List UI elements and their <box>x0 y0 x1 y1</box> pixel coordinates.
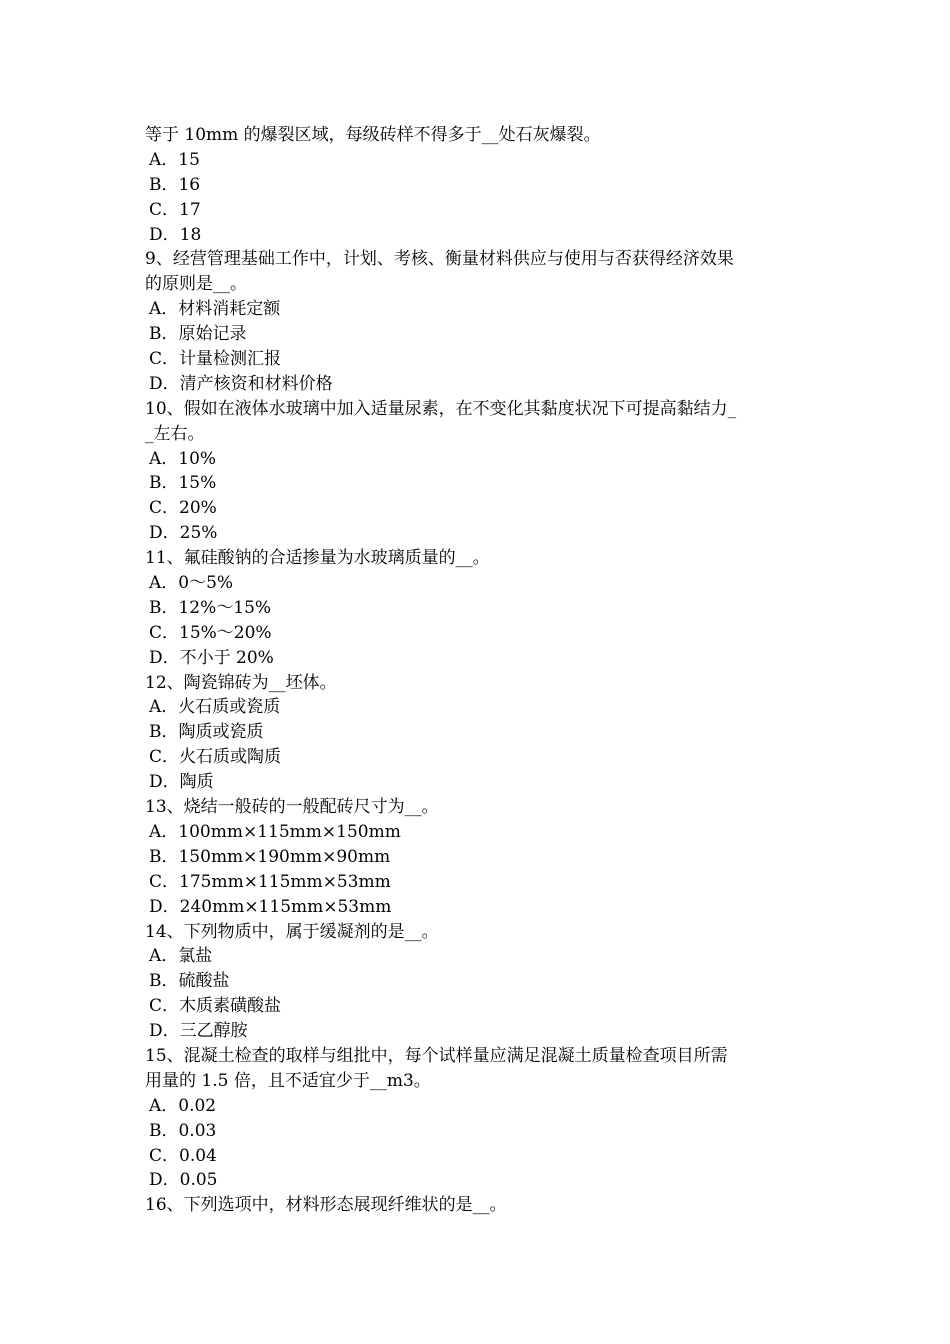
answer-option: B．16 <box>149 174 201 195</box>
answer-option: C．15%～20% <box>149 622 272 643</box>
answer-option: A．0～5% <box>149 573 234 594</box>
answer-option: B．150mm×190mm×90mm <box>149 846 391 867</box>
answer-option: A．火石质或瓷质 <box>149 697 281 718</box>
question-text: 12、陶瓷锦砖为__坯体。 <box>145 672 337 693</box>
answer-option: B．硫酸盐 <box>149 971 230 992</box>
answer-option: C．计量检测汇报 <box>149 349 282 370</box>
answer-option: B．原始记录 <box>149 324 247 345</box>
document-page <box>145 123 815 1218</box>
question-text: 9、经营管理基础工作中，计划、考核、衡量材料供应与使用与否获得经济效果 <box>145 249 734 270</box>
answer-option: D．陶质 <box>149 772 214 793</box>
answer-option: D．不小于 20% <box>149 647 274 668</box>
answer-option: D．三乙醇胺 <box>149 1021 248 1042</box>
question-text: 的原则是__。 <box>145 274 247 295</box>
answer-option: C．火石质或陶质 <box>149 747 282 768</box>
question-text: 16、下列选项中，材料形态展现纤维状的是__。 <box>145 1195 507 1216</box>
answer-option: D．清产核资和材料价格 <box>149 373 333 394</box>
answer-option: A．15 <box>149 149 200 170</box>
answer-option: B．陶质或瓷质 <box>149 722 264 743</box>
answer-option: D．0.05 <box>149 1170 218 1191</box>
question-text: 等于 10mm 的爆裂区域，每级砖样不得多于__处石灰爆裂。 <box>145 125 601 145</box>
question-text: 14、下列物质中，属于缓凝剂的是__。 <box>145 921 439 942</box>
question-text: 15、混凝土检查的取样与组批中，每个试样量应满足混凝土质量检查项目所需 <box>145 1045 728 1066</box>
question-text: 11、氟硅酸钠的合适掺量为水玻璃质量的__。 <box>145 548 490 569</box>
answer-option: C．175mm×115mm×53mm <box>149 871 391 892</box>
question-text: _左右。 <box>145 423 205 444</box>
answer-option: C．0.04 <box>149 1145 217 1166</box>
question-text: 13、烧结一般砖的一般配砖尺寸为__。 <box>145 797 439 818</box>
answer-option: C．20% <box>149 498 217 519</box>
question-text: 用量的 1.5 倍，且不适宜少于__m3。 <box>145 1070 431 1091</box>
question-text: 10、假如在液体水玻璃中加入适量尿素，在不变化其黏度状况下可提高黏结力_ <box>145 398 737 419</box>
answer-option: B．15% <box>149 473 217 494</box>
answer-option: A．10% <box>149 448 217 469</box>
answer-option: A．氯盐 <box>149 946 213 967</box>
answer-option: B．12%～15% <box>149 597 272 618</box>
answer-option: D．18 <box>149 224 202 245</box>
answer-option: A．材料消耗定额 <box>149 299 281 320</box>
answer-option: C．17 <box>149 199 201 220</box>
answer-option: D．240mm×115mm×53mm <box>149 896 392 917</box>
answer-option: B．0.03 <box>149 1120 217 1141</box>
answer-option: D．25% <box>149 523 218 544</box>
answer-option: C．木质素磺酸盐 <box>149 996 282 1017</box>
answer-option: A．100mm×115mm×150mm <box>149 821 401 842</box>
answer-option: A．0.02 <box>149 1095 217 1116</box>
